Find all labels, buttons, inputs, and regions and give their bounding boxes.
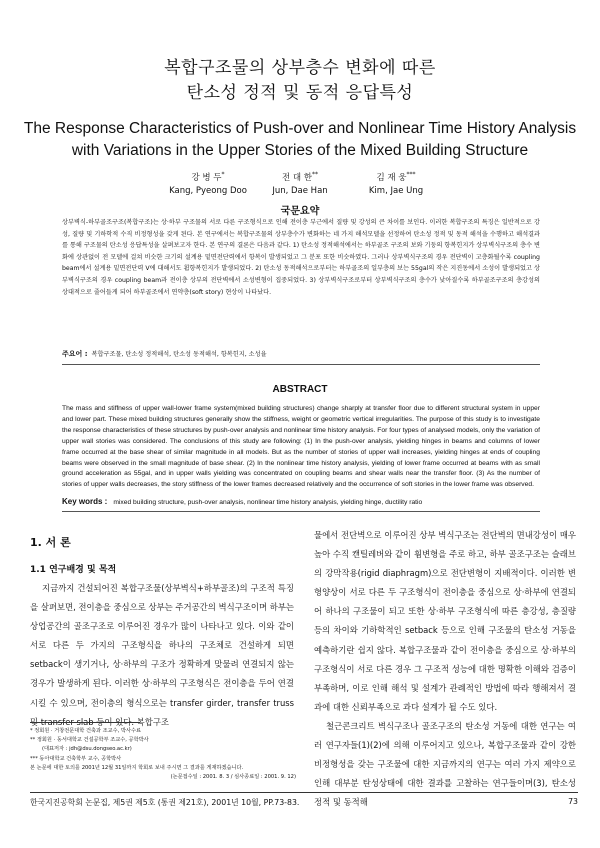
right-paragraph-2: 철근콘크리트 벽식구조나 골조구조의 탄소성 거동에 대한 연구는 여러 연구자들(1)(2)에 의해 이루어지고 있으나, 복합구조물과 같이 강한 비정형성을 갖는 구조물에 대한 지금까지의 연구는 여러 가지 제약으로 인해 대부분 탄성상태에 대한 결과를 고찰하는 연구들이며(3), 탄소성 정적 및 동적해 [314,720,576,808]
english-keywords-text: mixed building structure, push-over analysis, nonlinear time history analysis, yielding hinge, ductility ratio [113,499,423,506]
author-3-name-en: Kim, Jae Ung [368,185,424,196]
english-abstract-heading: ABSTRACT [272,384,328,395]
divider [62,364,540,365]
divider [62,511,540,512]
english-keywords [62,497,540,506]
author-3-mark: *** [406,171,416,178]
korean-keywords-text: 복합구조물, 탄소성 정적해석, 탄소성 동적해석, 항복힌지, 소성율 [91,351,267,358]
left-paragraph: 지금까지 건설되어진 복합구조물(상부벽식+하부골조)의 구조적 특징을 살펴보면, 전이층을 중심으로 상부는 주거공간의 벽식구조이며 하부는 상업공간의 골조구조로 이루어진 경우가 많이 나타나고 있다. 이와 같이 서로 다른 두 가지의 구조형식을 하나의 구조체로 건설하게 되면 setback이 생기거나, 상·하부의 구조가 정확하게 맞물려 연결되지 않는 경우가 발생하게 된다. 이러한 상·하부의 구조형식은 전이층을 두어 연결시킬 수 있으며, 전이층의 형식으로는 transfer girder, transfer truss 및 transfer slab 등이 있다. 복합구조 [30,583,295,727]
author-1-name-ko: 강 병 두 [191,172,222,183]
english-title [0,118,600,162]
footnote-contact: (대표저자 : jdh@dsu.dongseo.ac.kr) [42,746,132,753]
page-number: 73 [568,797,578,806]
author-3-name-ko: 김 재 웅 [376,172,407,183]
subsection-heading: 1.1 연구배경 및 목적 [30,565,117,575]
english-title-line-2: with Variations in the Upper Stories of the Mixed Building Structure [71,142,529,159]
korean-abstract-body: 상부벽식-하부골조구조(복합구조)는 상·하부 구조물의 서로 다른 구조형식으로 인해 전이층 부근에서 질량 및 강성의 큰 차이를 보인다. 이러한 복합구조의 특징은 일반적으로 강성, 질량 및 기하학적 수직 비정형성을 갖게 된다. 본 연구에서는 복합구조물의 상부층수가 변화하는 네 가지 해석모델을 선정하여 탄소성 정적 및 동적 해석을 수행하고 해석결과를 통해 구조물의 탄소성 응답특성을 살펴보고자 한다. 본 연구의 결론은 다음과 같다. 1) 탄소성 정적해석에서는 하부골조 구조의 보와 기둥의 항복힌지가 상부벽식구조의 층수 변화에 상관없이 전 모델에 걸쳐 비슷한 크기의 설계용 밑면전단력에서 항복이 발생되었고 그 분포 또한 비슷하였다. 그러나 상부벽식구조의 경우 전단벽이 고층화될수록 coupling beam에서 설계용 밑면전단력 V에 대해서도 휨항복힌지가 발생되었다. 2) 탄소성 동적해석으로부터는 하부골조의 일부층의 보는 55gal의 작은 지진동에서 소성이 발생되었고 상부벽식구조의 경우 coupling beam과 전이층 상부의 전단벽에서 소성변형이 집중되었다. 3) 상부벽식구조로부터 상부벽식구조의 층수가 낮아질수록 하부골조구조의 층강성의 상대적으로 줄어들게 되어 하부골조에서 연약층(soft story) 현상이 나타났다. [62,219,540,296]
author-3 [336,168,456,198]
right-column-text [314,526,576,812]
english-abstract-body: The mass and stiffness of upper wall-lower frame system(mixed building structures) change sharply at transfer floor due to different structural system in upper and lower part. These mixed building structures generally show the stiffness, weight or geometric vertical irregularities. The purpose of this study is to investigate the response characteristics of these structures by push-over analysis and nonlinear time history analysis. For four types of analysed models, only the variation of upper wall stories was considered. The conclusions of this study are following: (1) In the push-over analysis, yielding hinges in beams and columns of lower frame occurred at the base shear of similar magnitude in all models. But as the number of stories of upper wall increases, yielding hinges at ends of coupling beams were observed in the small magnitude of base shear. (2) In the nonlinear time history analysis, yielding of lower frame occurred at beams with as small ground acceleration as 55gal, and in upper walls yielding was concentrated on coupling beams and shear walls near the transfer floor. (3) As the number of stories of upper walls decreases, the story stiffness of the lower frames decreased relatively and the occurrence of soft stories in the lower frame was observed. [62,405,540,489]
english-title-line-1: The Response Characteristics of Push-over and Nonlinear Time History Analysis [23,120,577,137]
author-2-name-ko: 전 대 한 [281,172,313,183]
korean-keywords-label: 주요어 : [62,350,88,358]
footnote-author-2: ** 정회원 · 동서대학교 건설공학부 조교수, 공학박사 [30,737,149,744]
right-paragraph-1: 물에서 전단벽으로 이루어진 상부 벽식구조는 전단벽의 면내강성이 매우 높아 수직 캔틸레버와 같이 휨변형을 주로 하고, 하부 골조구조는 슬래브의 강막작용(rigid diaphragm)으로 전단변형이 지배적이다. 이러한 변형양상이 서로 다른 두 구조형식이 전이층을 중심으로 상·하부에 연결되어 하나의 구조물이 되고 또한 상·하부 구조형식에 따른 층강성, 층질량 등의 차이와 기하학적인 setback 등으로 인해 구조물의 탄소성 거동을 예측하기란 쉽지 않다. 복합구조물과 같이 전이층을 중심으로 상·하부의 구조형식이 서로 다른 경우 그 구조적 성능에 대한 명확한 이해와 검증이 부족하며, 이로 인해 해석 및 설계가 관례적인 방법에 따라 행해져서 결과에 대한 신뢰부족으로 과다 설계가 될 수도 있다. [314,530,576,712]
korean-title [0,56,600,106]
english-keywords-label: Key words : [62,497,108,506]
author-1-mark: * [221,171,225,178]
footnotes [30,727,296,782]
korean-title-line-2: 탄소성 정적 및 동적 응답특성 [186,83,414,103]
footnote-author-1: * 정회원 · 거창전문대학 건축과 조교수, 박사수료 [30,728,141,734]
korean-abstract-heading: 국문요약 [280,206,320,217]
left-column-text [30,579,294,732]
korean-keywords [62,349,540,359]
korean-title-line-1: 복합구조물의 상부층수 변화에 따른 [164,58,436,78]
bottom-divider [30,792,578,793]
author-1-name-en: Kang, Pyeong Doo [169,185,247,196]
footnote-discussion: 본 논문에 대한 토의를 2001년 12월 31일까지 학회로 보내 주시면 그 결과를 게재하겠습니다. [30,764,244,771]
footnote-divider [30,722,140,723]
journal-citation: 한국지진공학회 논문집, 제5권 제5호 (통권 제21호), 2001년 10월, PP.73-83. [30,798,300,807]
footnote-dates: (논문접수일 : 2001. 8. 3 / 심사종료일 : 2001. 9. 12) [170,774,296,781]
author-2-mark: ** [312,171,319,178]
author-2-name-en: Jun, Dae Han [272,185,328,196]
section-heading: 1. 서 론 [30,536,71,549]
footnote-author-3: *** 동아대학교 건축학부 교수, 공학박사 [30,755,122,762]
